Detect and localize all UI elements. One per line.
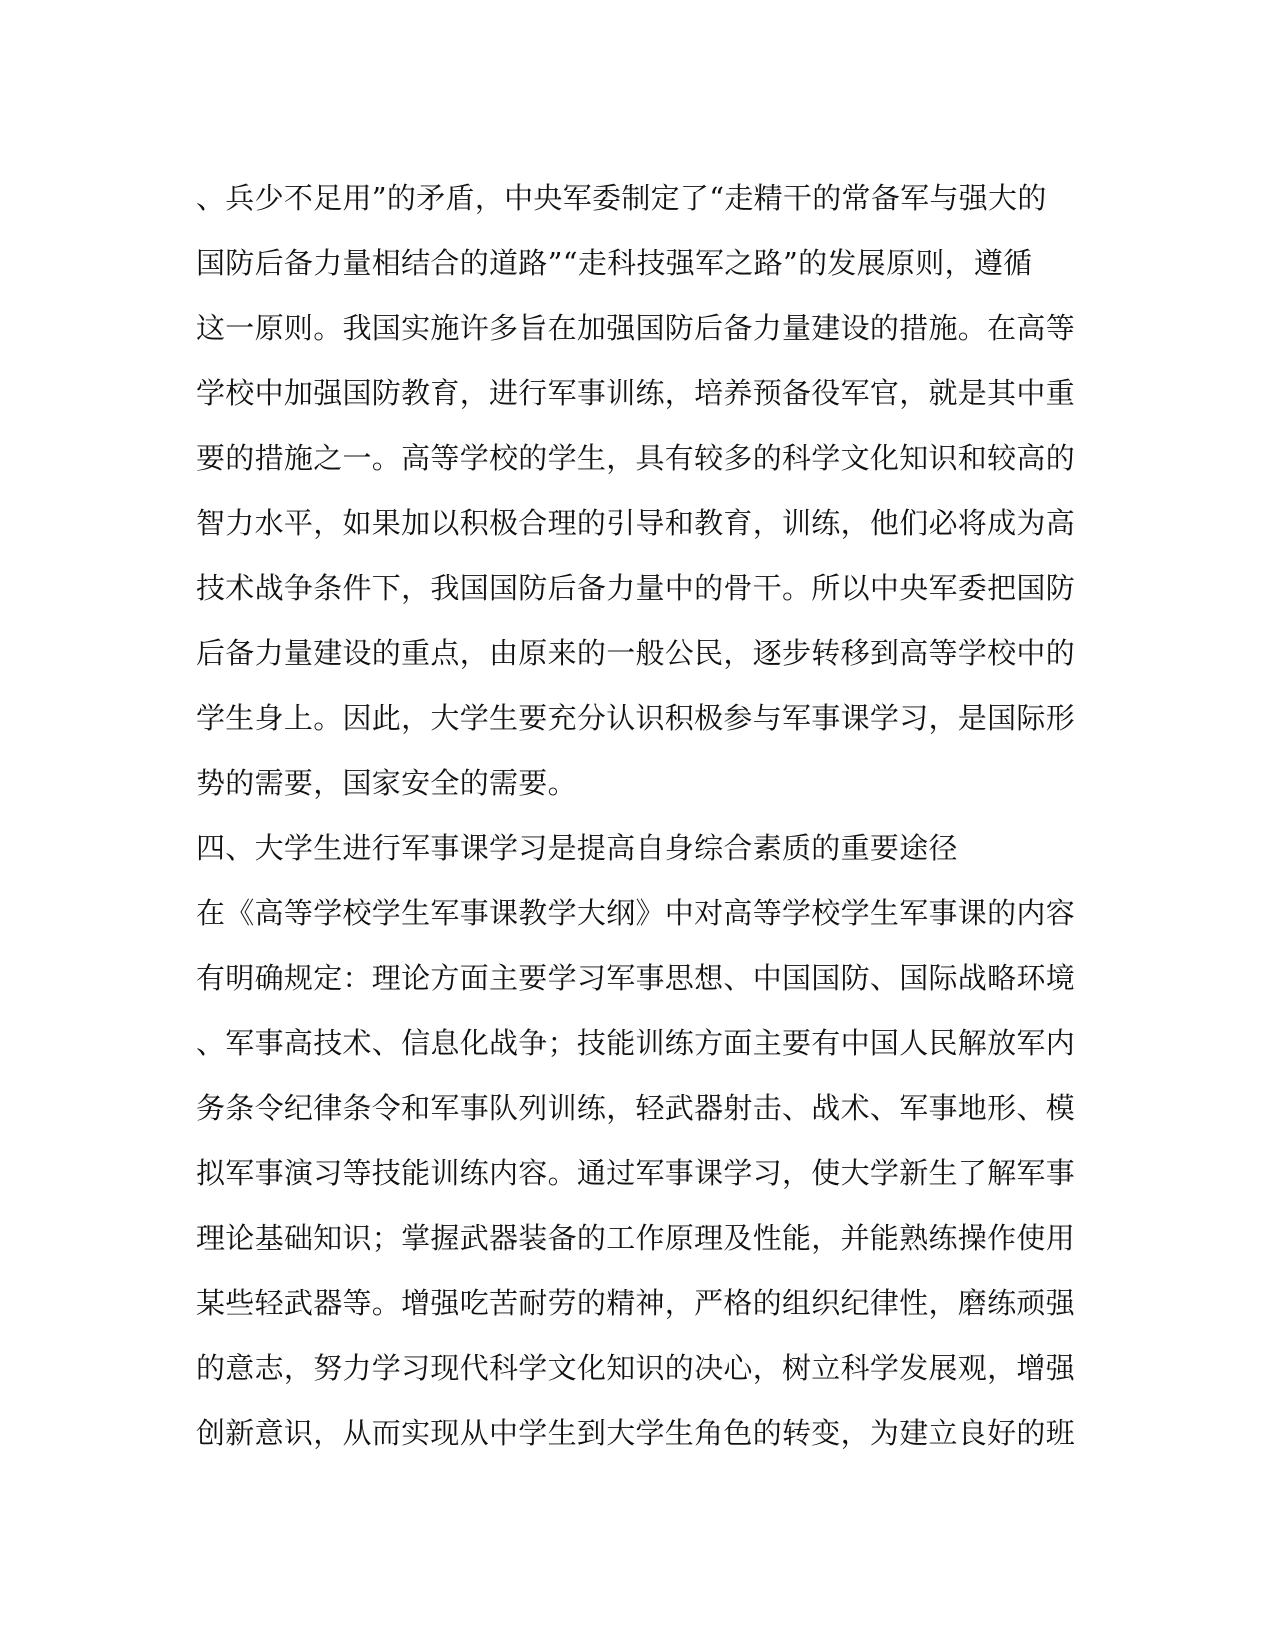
- text-line: 、兵少不足用”的矛盾，中央军委制定了“走精干的常备军与强大的: [196, 181, 1047, 215]
- text-line: 学校中加强国防教育，进行军事训练，培养预备役军官，就是其中重: [196, 376, 1076, 410]
- text-line: 要的措施之一。高等学校的学生，具有较多的科学文化知识和较高的: [196, 441, 1076, 475]
- text-line: 技术战争条件下，我国国防后备力量中的骨干。所以中央军委把国防: [196, 571, 1076, 605]
- document-body: [196, 166, 1076, 1466]
- text-line: 某些轻武器等。增强吃苦耐劳的精神，严格的组织纪律性，磨练顽强: [196, 1286, 1076, 1320]
- text-line: 理论基础知识；掌握武器装备的工作原理及性能，并能熟练操作使用: [196, 1221, 1076, 1255]
- text-line: 后备力量建设的重点，由原来的一般公民，逐步转移到高等学校中的: [196, 636, 1076, 670]
- text-line: 智力水平，如果加以积极合理的引导和教育，训练，他们必将成为高: [196, 506, 1076, 540]
- text-line: 在《高等学校学生军事课教学大纲》中对高等学校学生军事课的内容: [196, 896, 1076, 930]
- text-line: 这一原则。我国实施许多旨在加强国防后备力量建设的措施。在高等: [196, 311, 1076, 345]
- text-line: 有明确规定：理论方面主要学习军事思想、中国国防、国际战略环境: [196, 961, 1076, 995]
- text-line: 、军事高技术、信息化战争；技能训练方面主要有中国人民解放军内: [196, 1026, 1076, 1060]
- text-line: 务条令纪律条令和军事队列训练，轻武器射击、战术、军事地形、模: [196, 1091, 1076, 1125]
- text-line: 拟军事演习等技能训练内容。通过军事课学习，使大学新生了解军事: [196, 1156, 1076, 1190]
- text-line: 势的需要，国家安全的需要。: [196, 766, 577, 800]
- section-heading: 四、大学生进行军事课学习是提高自身综合素质的重要途径: [196, 831, 958, 865]
- text-line: 国防后备力量相结合的道路”“走科技强军之路”的发展原则，遵循: [196, 246, 1033, 280]
- text-line: 的意志，努力学习现代科学文化知识的决心，树立科学发展观，增强: [196, 1351, 1076, 1385]
- text-line: 学生身上。因此，大学生要充分认识积极参与军事课学习，是国际形: [196, 701, 1076, 735]
- text-line: 创新意识，从而实现从中学生到大学生角色的转变，为建立良好的班: [196, 1416, 1076, 1450]
